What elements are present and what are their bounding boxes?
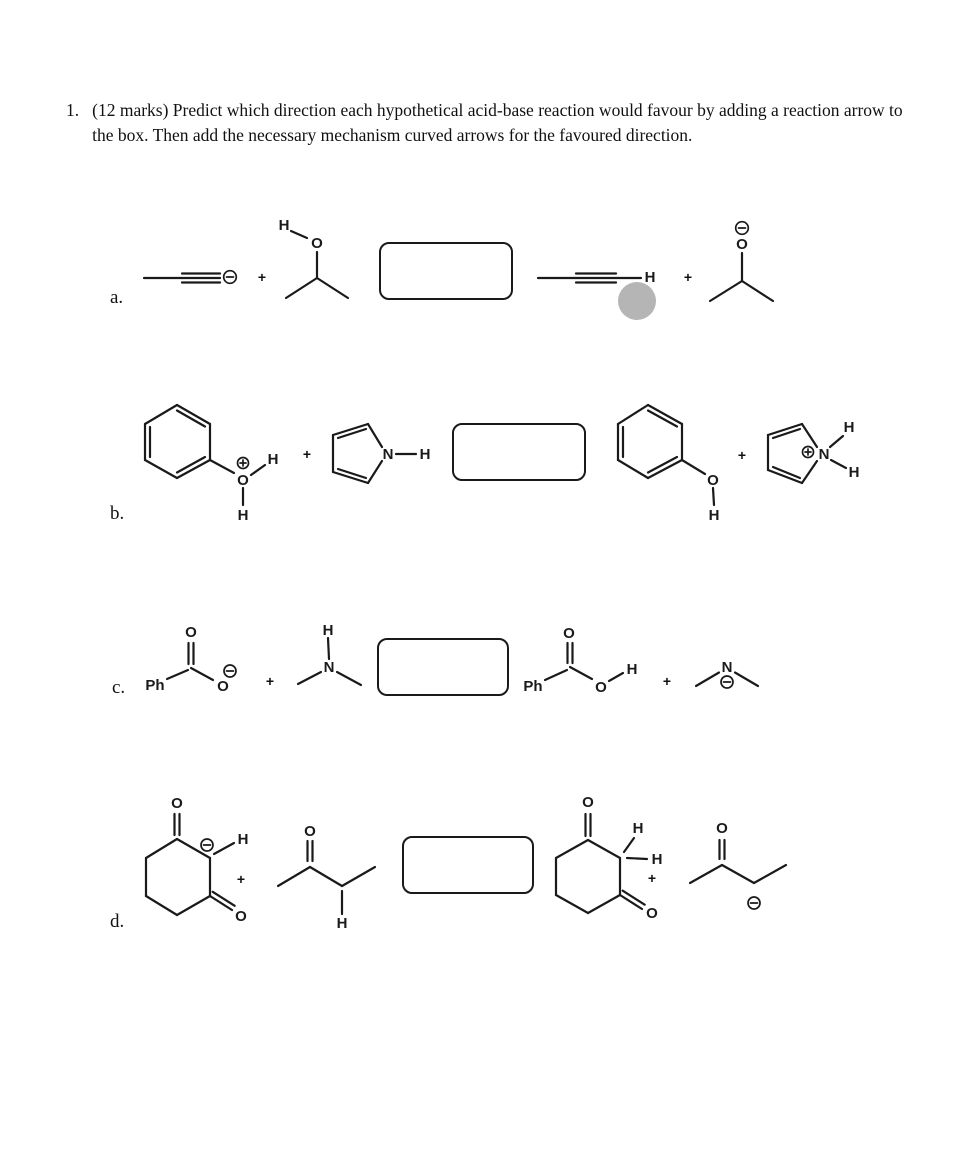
minus-charge-icon — [748, 897, 760, 909]
plus-sign-a-left: + — [257, 269, 267, 285]
bonds — [278, 841, 375, 914]
atom-label-H: H — [237, 507, 249, 524]
bonds — [144, 274, 220, 283]
atom-label-O: O — [563, 625, 575, 642]
atom-label-Ph: Ph — [523, 678, 543, 695]
answer-box-c[interactable] — [377, 638, 509, 696]
molecule-dimethylamine — [290, 622, 370, 697]
atom-label-H: H — [644, 269, 656, 286]
molecule-benzoic-acid — [518, 620, 648, 700]
atom-label-O: O — [235, 908, 247, 925]
plus-sign-b-left: + — [302, 446, 312, 462]
plus-sign-d-left: + — [236, 871, 246, 887]
atom-label-H: H — [626, 661, 638, 678]
answer-box-a[interactable] — [379, 242, 513, 300]
benzene-ring — [145, 405, 210, 478]
atom-label-N: N — [721, 659, 733, 676]
plus-sign-c-right: + — [662, 673, 672, 689]
molecule-butanone — [270, 815, 385, 930]
atom-label-O: O — [237, 472, 249, 489]
pyrrole-ring — [333, 424, 382, 483]
plus-charge-icon — [238, 458, 249, 469]
atom-label-O: O — [311, 235, 323, 252]
atom-label-H: H — [632, 820, 644, 837]
molecule-cyclohexanedione-enolate — [135, 790, 270, 930]
plus-sign-b-right: + — [737, 447, 747, 463]
atom-label-H: H — [651, 851, 663, 868]
atom-label-N: N — [382, 446, 394, 463]
plus-sign-a-right: + — [683, 269, 693, 285]
minus-charge-icon — [721, 676, 733, 688]
atom-label-O: O — [185, 624, 197, 641]
molecule-dimethylamide-anion — [690, 645, 770, 700]
atom-label-O: O — [646, 905, 658, 922]
question-number: 1. — [66, 100, 80, 120]
atom-label-O: O — [217, 678, 229, 695]
atom-label-O: O — [716, 820, 728, 837]
question — [66, 98, 912, 148]
atom-label-N: N — [818, 446, 830, 463]
bonds — [175, 814, 235, 910]
atom-label-O: O — [707, 472, 719, 489]
atom-label-H: H — [278, 217, 290, 234]
molecule-cyclohexanedione — [546, 790, 681, 930]
atom-label-H: H — [267, 451, 279, 468]
minus-charge-icon — [224, 665, 236, 677]
reaction-label-d: d. — [110, 911, 125, 932]
molecule-propynyl-anion — [140, 262, 240, 294]
atom-label-Ph: Ph — [145, 677, 165, 694]
molecule-propyne — [534, 262, 664, 294]
bonds — [690, 840, 786, 883]
plus-sign-d-right: + — [647, 870, 657, 886]
atom-label-O: O — [304, 823, 316, 840]
bonds — [545, 643, 623, 681]
minus-charge-icon — [224, 271, 237, 284]
answer-box-b[interactable] — [452, 423, 586, 481]
plus-charge-icon — [803, 447, 814, 458]
bonds — [710, 253, 773, 301]
atom-label-H: H — [843, 419, 855, 436]
answer-box-d[interactable] — [402, 836, 534, 894]
question-text: (12 marks) Predict which direction each hypothetical acid-base reaction would favour by adding a reaction arrow to the box. Then add the necessary mechanism curved arrows for the favoured direction. — [92, 100, 903, 145]
benzene-ring — [618, 405, 682, 478]
molecule-isopropoxide-anion — [700, 218, 790, 313]
molecule-pyrrolium-cation — [760, 410, 875, 500]
reaction-label-c: c. — [112, 677, 126, 698]
atom-label-H: H — [322, 622, 334, 639]
minus-charge-icon — [736, 222, 749, 235]
atom-label-H: H — [848, 464, 860, 481]
atom-label-H: H — [237, 831, 249, 848]
molecule-isopropanol — [275, 215, 365, 310]
ring — [556, 840, 620, 913]
atom-label-H: H — [708, 507, 720, 524]
reaction-label-a: a. — [110, 287, 124, 308]
molecule-phenol — [605, 395, 755, 530]
bonds — [538, 274, 641, 283]
atom-label-N: N — [323, 659, 335, 676]
molecule-protonated-phenol — [135, 395, 285, 525]
molecule-pyrrole — [325, 415, 440, 495]
atom-label-O: O — [595, 679, 607, 696]
ring — [146, 839, 210, 915]
atom-label-H: H — [419, 446, 431, 463]
bonds — [167, 643, 213, 680]
reaction-label-b: b. — [110, 503, 125, 524]
plus-sign-c-left: + — [265, 673, 275, 689]
molecule-benzoate-anion — [140, 620, 250, 700]
bonds — [830, 436, 846, 468]
atom-label-O: O — [736, 236, 748, 253]
minus-charge-icon — [201, 839, 213, 851]
molecule-butanone-enolate — [680, 815, 800, 920]
atom-label-O: O — [171, 795, 183, 812]
atom-label-O: O — [582, 794, 594, 811]
atom-label-H: H — [336, 915, 348, 932]
